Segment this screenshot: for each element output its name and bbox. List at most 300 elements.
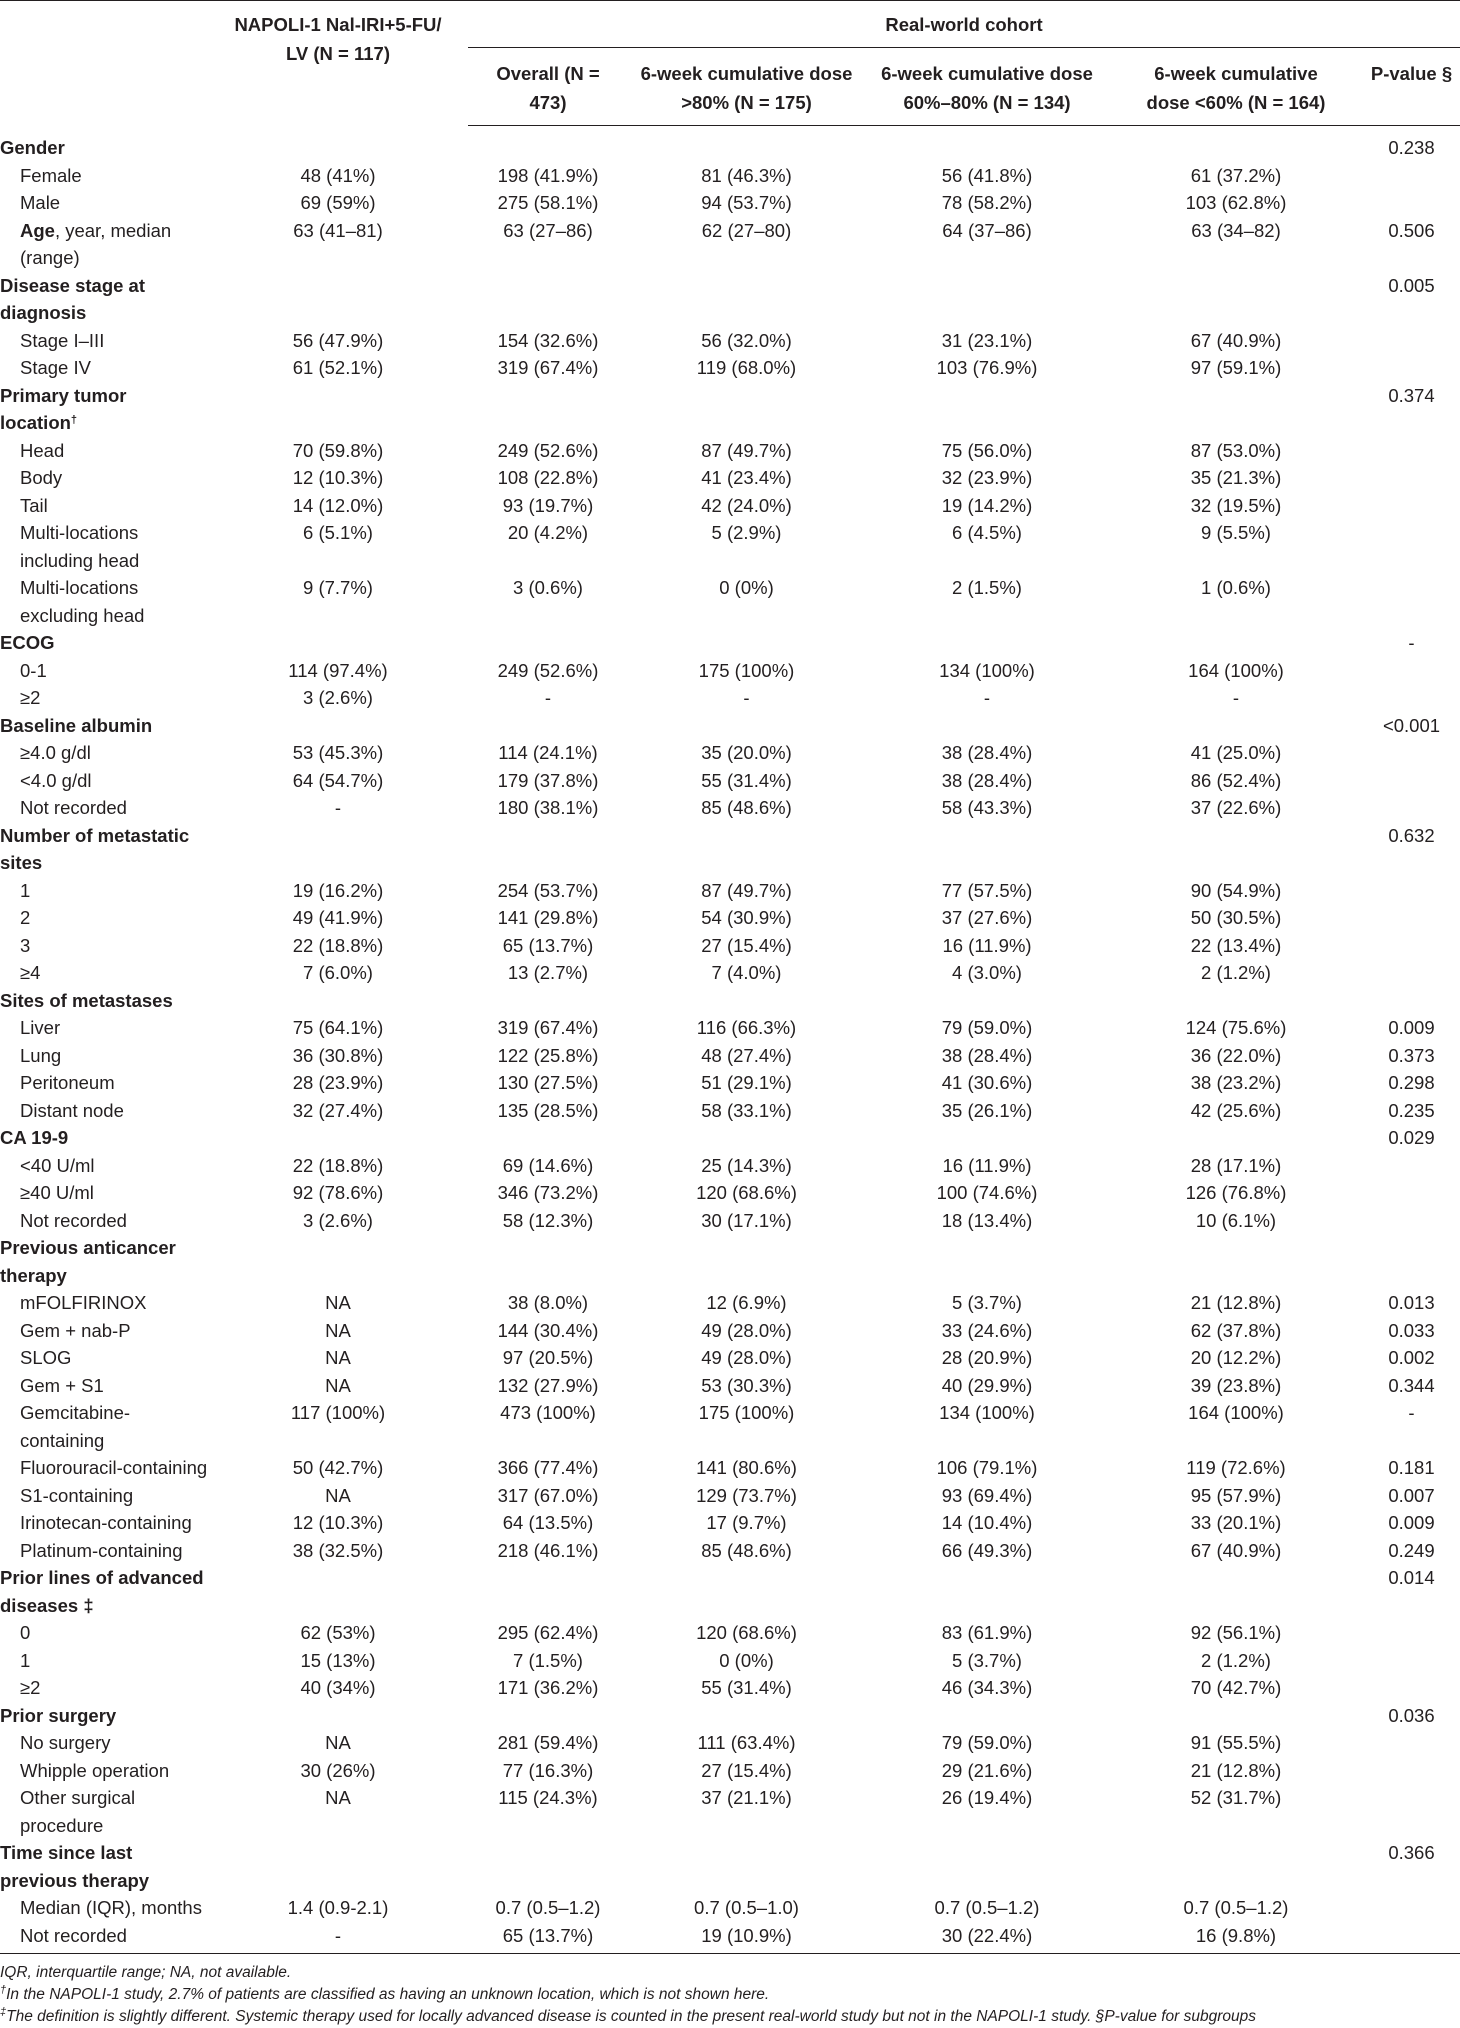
dagger-symbol: † [70,414,78,426]
section-label [0,822,208,877]
cell-dose-under-60: 67 (40.9%) [1190,1539,1282,1561]
cell-napoli [208,629,468,657]
cell-dose-60-80: 56 (41.8%) [941,164,1033,186]
cell-dose-over-80: 120 (68.6%) [696,1182,797,1203]
label-text: Distant node [20,1099,124,1121]
row-label [0,1069,208,1097]
table-row [0,189,1460,217]
cell-overall [468,126,628,162]
cell-p-value: 0.007 [1388,1484,1435,1506]
table-row [0,492,1460,520]
cell-overall: 249 (52.6%) [497,439,599,461]
cell-dose-over-80 [628,629,865,657]
label-text: 2 [20,907,31,928]
section-row [0,822,1460,877]
table-row [0,1317,1460,1345]
row-label [0,767,208,795]
table-row [0,1537,1460,1565]
cell-dose-over-80 [628,987,865,1015]
cell-napoli: 30 (26%) [300,1759,376,1781]
footnote-prior-lines-text: The definition is slightly different. Systemic therapy used for locally advanced disease is counted in the present real-world study but not in the NAPOLI-1 study. §P-value for subgroups [6,2008,1256,2025]
cell-p-value [1363,987,1460,1015]
cell-napoli: 61 (52.1%) [292,357,384,378]
cell-napoli [208,126,468,162]
cell-dose-over-80: 141 (80.6%) [696,1457,797,1478]
cell-p-value [1363,574,1460,629]
cell-napoli: 53 (45.3%) [292,742,384,763]
label-text: Liver [20,1017,61,1038]
cell-napoli: 56 (47.9%) [292,329,384,351]
table-row [0,1729,1460,1757]
table-row [0,1179,1460,1207]
cell-dose-60-80: 29 (21.6%) [941,1759,1033,1781]
label-text: ≥4.0 g/dl [20,742,91,763]
section-label [0,126,208,162]
row-label [0,464,208,492]
cell-napoli: 36 (30.8%) [292,1044,384,1066]
label-text: SLOG [20,1347,72,1368]
cell-overall [468,1839,628,1894]
cell-overall [468,1702,628,1730]
cell-p-value: 0.181 [1388,1457,1435,1478]
row-label [0,959,208,987]
cell-dose-60-80 [865,987,1109,1015]
cell-dose-under-60: 92 (56.1%) [1190,1622,1282,1643]
row-label [0,1894,208,1922]
cell-dose-under-60: 21 (12.8%) [1190,1759,1282,1781]
cell-overall: 20 (4.2%) [507,522,589,543]
row-label [0,684,208,712]
label-text: ≥2 [20,1677,41,1698]
cell-overall: 154 (32.6%) [497,329,599,351]
row-label [0,1097,208,1125]
cell-overall: 69 (14.6%) [502,1154,594,1176]
table-row [0,464,1460,492]
section-label [0,1839,208,1894]
cell-dose-60-80: 83 (61.9%) [941,1622,1033,1643]
cell-napoli: NA [325,1319,351,1341]
cell-napoli: 9 (7.7%) [303,577,373,598]
cell-dose-under-60: 39 (23.8%) [1190,1374,1282,1396]
cell-dose-under-60: 38 (23.2%) [1190,1072,1282,1093]
cell-dose-60-80: 100 (74.6%) [936,1182,1038,1203]
cell-napoli: 49 (41.9%) [292,907,384,928]
cell-dose-60-80 [865,1234,1109,1289]
cell-dose-60-80 [865,1124,1109,1152]
label-text: Stage I–III [20,329,105,351]
label-text: Not recorded [20,1209,127,1231]
cell-napoli: 92 (78.6%) [292,1182,384,1203]
cell-dose-60-80: 77 (57.5%) [941,879,1033,901]
cell-dose-under-60: 33 (20.1%) [1190,1512,1282,1533]
cell-dose-60-80: 6 (4.5%) [952,522,1022,543]
cell-p-value: 0.005 [1388,274,1435,296]
cell-napoli: 117 (100%) [290,1402,386,1423]
section-row [0,382,1460,437]
cell-p-value: 0.632 [1388,824,1435,846]
cell-dose-over-80 [628,1234,865,1289]
cell-dose-over-80: 49 (28.0%) [701,1347,792,1368]
label-text: ≥2 [20,687,41,708]
cell-dose-60-80 [865,1702,1109,1730]
table-row [0,932,1460,960]
header-overall: Overall (N = 473) [468,48,628,126]
table-row [0,1922,1460,1954]
cell-dose-over-80 [628,1839,865,1894]
row-label [0,932,208,960]
cell-dose-60-80: 16 (11.9%) [942,1154,1032,1176]
cell-dose-over-80 [628,712,865,740]
cell-dose-over-80 [628,382,865,437]
cell-napoli [208,1234,468,1289]
cell-dose-60-80: 31 (23.1%) [941,329,1033,351]
cell-dose-60-80 [865,1564,1109,1619]
cell-overall: 198 (41.9%) [497,164,599,186]
label-text: S1-containing [20,1484,134,1506]
cell-p-value [1363,959,1460,987]
cell-overall: 144 (30.4%) [497,1319,599,1341]
table-row [0,1014,1460,1042]
label-text: Not recorded [20,797,127,818]
table-row [0,1647,1460,1675]
section-label [0,1564,208,1619]
section-row [0,272,1460,327]
cell-dose-60-80: 103 (76.9%) [936,357,1038,378]
cell-overall: 295 (62.4%) [497,1622,599,1643]
label-text: Primary tumor location [0,384,127,433]
cell-dose-over-80: 85 (48.6%) [701,1539,792,1561]
cell-p-value [1363,904,1460,932]
table-row [0,1289,1460,1317]
label-text: Tail [20,494,48,516]
section-label [0,1702,208,1730]
label-text: <4.0 g/dl [20,769,92,791]
cell-dose-60-80 [865,382,1109,437]
label-text: Gemcitabine-containing [20,1402,131,1451]
label-text: Female [20,164,82,186]
cell-dose-over-80: 81 (46.3%) [701,164,792,186]
label-text: Gem + nab-P [20,1319,131,1341]
row-label [0,1372,208,1400]
cell-dose-under-60: 95 (57.9%) [1190,1484,1282,1506]
cell-p-value: - [1408,632,1415,653]
cell-dose-60-80 [865,272,1109,327]
section-label [0,1234,208,1289]
cell-dose-60-80: 41 (30.6%) [941,1072,1033,1093]
cell-overall: 64 (13.5%) [502,1512,594,1533]
cell-napoli [208,822,468,877]
cell-dose-60-80: 14 (10.4%) [941,1512,1033,1533]
label-text: Male [20,192,61,213]
table-row [0,959,1460,987]
label-text: Gem + S1 [20,1374,104,1396]
row-label [0,1317,208,1345]
cell-napoli: 75 (64.1%) [292,1017,384,1038]
row-label [0,217,208,272]
cell-dose-under-60 [1109,126,1363,162]
cell-napoli: 28 (23.9%) [292,1072,384,1093]
cell-overall: 473 (100%) [500,1402,596,1423]
cell-dose-over-80 [628,1124,865,1152]
cell-p-value: 0.374 [1388,384,1435,406]
cell-dose-under-60 [1109,1839,1363,1894]
label-text: Fluorouracil-containing [20,1457,208,1478]
cell-dose-under-60: 1 (0.6%) [1201,577,1271,598]
cell-dose-under-60: 164 (100%) [1188,1402,1284,1423]
cell-dose-60-80: 93 (69.4%) [941,1484,1033,1506]
label-text: Gender [0,136,65,158]
cell-p-value [1363,1647,1460,1675]
cell-p-value [1363,437,1460,465]
cell-overall: 180 (38.1%) [497,797,599,818]
table-row [0,1509,1460,1537]
cell-p-value [1363,189,1460,217]
cell-dose-over-80: 55 (31.4%) [701,1677,792,1698]
cell-napoli: 1.4 (0.9-2.1) [287,1897,389,1918]
cell-overall: 97 (20.5%) [502,1347,594,1368]
cell-napoli: - [208,1922,468,1954]
cell-overall [468,382,628,437]
cell-dose-under-60: 50 (30.5%) [1190,907,1282,928]
row-label [0,1729,208,1757]
row-label [0,1042,208,1070]
label-text: Prior lines of advanced diseases ‡ [0,1567,204,1616]
label-text: mFOLFIRINOX [20,1292,147,1313]
cell-p-value [1363,932,1460,960]
label-text: Stage IV [20,357,91,378]
table-row [0,1372,1460,1400]
cell-dose-under-60 [1109,987,1363,1015]
table-row [0,767,1460,795]
cell-dose-under-60: 97 (59.1%) [1190,357,1282,378]
cell-dose-over-80: 53 (30.3%) [701,1374,792,1396]
section-row [0,1564,1460,1619]
cell-overall: 366 (77.4%) [497,1457,599,1478]
table-row [0,162,1460,190]
cell-dose-over-80: 55 (31.4%) [701,769,792,791]
label-text: No surgery [20,1732,111,1753]
cell-dose-under-60: 35 (21.3%) [1190,467,1282,488]
cell-dose-under-60: 2 (1.2%) [1201,962,1271,983]
cell-p-value: 0.009 [1388,1017,1435,1038]
label-text: Lung [20,1044,62,1066]
row-label [0,354,208,382]
cell-p-value: 0.238 [1388,137,1435,158]
cell-p-value [1363,1234,1460,1289]
label-text: Sites of metastases [0,989,173,1011]
cell-dose-60-80 [865,629,1109,657]
cell-p-value [1363,1757,1460,1785]
cell-p-value [1363,1674,1460,1702]
table-row [0,1069,1460,1097]
row-label [0,327,208,355]
footnote-prior-lines [0,2006,1460,2028]
cell-dose-under-60 [1109,272,1363,327]
table-row [0,1399,1460,1454]
cell-napoli [208,1702,468,1730]
cell-dose-over-80: 51 (29.1%) [701,1072,792,1093]
header-dose-under-60: 6-week cumulative dose <60% (N = 164) [1109,48,1363,126]
row-label [0,877,208,905]
label-text: Not recorded [20,1924,127,1946]
label-text: Previous anticancer therapy [0,1237,176,1286]
cell-napoli: 70 (59.8%) [292,439,384,461]
cell-p-value [1363,1922,1460,1954]
cell-overall: 346 (73.2%) [497,1182,599,1203]
cell-overall [468,1564,628,1619]
row-label [0,437,208,465]
cell-overall [468,272,628,327]
cell-dose-under-60: 62 (37.8%) [1190,1319,1282,1341]
cell-dose-over-80: 41 (23.4%) [701,467,792,488]
label-text: <40 U/ml [20,1154,95,1176]
cell-dose-under-60 [1109,382,1363,437]
cell-dose-over-80: 94 (53.7%) [701,192,792,213]
label-text: Multi-locations including head [20,522,140,571]
row-label [0,1344,208,1372]
cell-dose-under-60 [1109,1564,1363,1619]
row-label [0,1784,208,1839]
cell-dose-over-80: 116 (66.3%) [696,1017,797,1038]
header-napoli-column: NAPOLI-1 Nal-IRI+5-FU/ LV (N = 117) [208,1,468,126]
row-label [0,1399,208,1454]
cell-napoli: 12 (10.3%) [292,1512,384,1533]
cell-dose-under-60: 126 (76.8%) [1185,1182,1287,1203]
cell-dose-over-80: 111 (63.4%) [697,1732,796,1753]
cell-dose-60-80: 18 (13.4%) [941,1209,1033,1231]
cell-p-value [1363,354,1460,382]
label-text: Baseline albumin [0,714,153,736]
label-text: 0 [20,1622,31,1643]
cell-dose-under-60: 16 (9.8%) [1109,1922,1363,1954]
cell-dose-over-80: 119 (68.0%) [696,357,797,378]
table-row [0,1784,1460,1839]
cell-napoli: 3 (2.6%) [303,687,373,708]
label-text: 1 [20,1649,31,1671]
cell-dose-over-80: 5 (2.9%) [711,522,782,543]
cell-overall: 141 (29.8%) [497,907,599,928]
cell-overall: 65 (13.7%) [468,1922,628,1954]
cell-overall [468,629,628,657]
row-label [0,1922,208,1954]
row-label [0,1454,208,1482]
table-footnotes [0,1954,1460,2028]
header-dose-over-80: 6-week cumulative dose >80% (N = 175) [628,48,865,126]
cell-dose-over-80: 48 (27.4%) [701,1044,792,1066]
table-row [0,1042,1460,1070]
cell-dose-60-80: 5 (3.7%) [952,1649,1022,1671]
section-row [0,629,1460,657]
cell-dose-over-80: 56 (32.0%) [701,329,792,351]
cell-dose-60-80: 35 (26.1%) [941,1099,1033,1121]
cell-dose-60-80: - [983,687,991,708]
table-row [0,1152,1460,1180]
cell-dose-60-80: 28 (20.9%) [941,1347,1033,1368]
cell-overall: 218 (46.1%) [497,1539,599,1561]
row-label [0,1289,208,1317]
cell-overall: 171 (36.2%) [497,1677,599,1698]
label-text: Other surgical procedure [20,1787,136,1836]
cell-p-value [1363,767,1460,795]
header-blank-cell [0,1,208,126]
label-text: 0-1 [20,659,47,681]
cell-p-value [1363,794,1460,822]
cell-napoli: 3 (2.6%) [303,1209,373,1231]
cell-overall: 93 (19.7%) [502,494,594,516]
table-row [0,684,1460,712]
cell-napoli: 50 (42.7%) [292,1457,384,1478]
row-label [0,794,208,822]
cell-dose-60-80: 2 (1.5%) [952,577,1022,598]
cell-p-value [1363,162,1460,190]
cell-overall [468,987,628,1015]
table-body [0,126,1460,1954]
cell-napoli: 22 (18.8%) [292,934,384,956]
cell-dose-under-60: 87 (53.0%) [1190,439,1282,461]
label-text: Time since last previous therapy [0,1842,150,1891]
row-label [0,574,208,629]
cell-overall: 135 (28.5%) [497,1099,599,1121]
cell-overall: 319 (67.4%) [497,357,599,378]
section-row [0,712,1460,740]
cell-dose-60-80: 0.7 (0.5–1.2) [934,1897,1040,1918]
cell-overall: 122 (25.8%) [497,1044,599,1066]
cell-napoli [208,1839,468,1894]
table-header [0,1,1460,126]
cell-dose-over-80: 62 (27–80) [701,219,792,241]
cell-p-value: 0.249 [1388,1539,1435,1561]
cell-napoli: 63 (41–81) [293,219,383,241]
cell-dose-under-60: 28 (17.1%) [1190,1154,1282,1176]
cell-dose-60-80: 30 (22.4%) [865,1922,1109,1954]
cell-dose-under-60 [1109,1124,1363,1152]
cell-overall: 130 (27.5%) [497,1072,599,1093]
cell-napoli: 15 (13%) [300,1649,376,1671]
section-row [0,987,1460,1015]
cell-p-value [1363,877,1460,905]
row-label [0,739,208,767]
cell-dose-under-60: 63 (34–82) [1191,219,1281,241]
cell-dose-under-60: 22 (13.4%) [1190,934,1282,956]
header-dose-60-80: 6-week cumulative dose 60%–80% (N = 134) [865,48,1109,126]
section-label [0,382,208,437]
cell-dose-over-80: 42 (24.0%) [701,494,792,516]
cell-dose-under-60: 37 (22.6%) [1190,797,1282,818]
cell-p-value [1363,1619,1460,1647]
dagger-symbol: † [0,1984,7,1996]
cell-overall [468,1234,628,1289]
cell-dose-under-60 [1109,1234,1363,1289]
cell-dose-over-80: 87 (49.7%) [701,439,792,461]
cell-overall: 65 (13.7%) [502,934,594,956]
header-p-value: P-value § [1363,48,1460,126]
cell-dose-60-80: 134 (100%) [939,1402,1035,1423]
table-row [0,437,1460,465]
cell-p-value: 0.036 [1388,1704,1435,1726]
cell-overall: 108 (22.8%) [497,467,599,488]
cell-p-value: - [1408,1402,1415,1423]
label-text: ECOG [0,632,55,653]
cell-dose-over-80 [628,126,865,162]
cell-napoli: NA [325,1484,351,1506]
cell-overall: 317 (67.0%) [497,1484,599,1506]
label-text: 1 [20,879,31,901]
table-row [0,519,1460,574]
cell-dose-over-80: 12 (6.9%) [706,1292,787,1313]
cell-dose-under-60: 36 (22.0%) [1190,1044,1282,1066]
cell-overall: 77 (16.3%) [502,1759,594,1781]
table-row [0,1207,1460,1235]
